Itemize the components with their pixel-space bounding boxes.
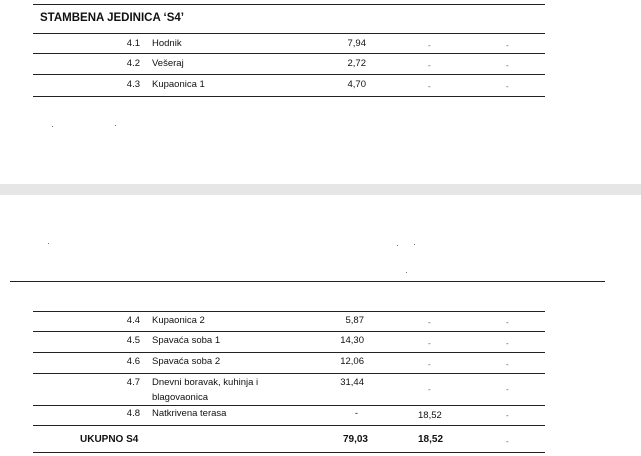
row-rule — [33, 352, 545, 353]
room-name: Vešeraj — [152, 58, 184, 69]
row-rule — [33, 74, 545, 75]
scan-speck — [414, 244, 415, 245]
dash-cell: - — [506, 437, 509, 446]
room-area: 4,70 — [347, 79, 366, 90]
room-area: 12,06 — [340, 356, 364, 367]
room-name-continued: blagovaonica — [152, 392, 208, 403]
room-area: 14,30 — [340, 335, 364, 346]
header-rule — [10, 281, 605, 282]
room-name: Dnevni boravak, kuhinja i — [152, 377, 259, 388]
room-area: 5,87 — [345, 315, 364, 326]
dash-cell: - — [506, 41, 509, 50]
room-name: Kupaonica 1 — [152, 79, 205, 90]
room-name: Spavaća soba 1 — [152, 335, 221, 346]
total-label: UKUPNO S4 — [80, 434, 139, 445]
dash-cell: - — [428, 385, 431, 394]
room-area: 7,94 — [347, 38, 366, 49]
row-number: 4.2 — [126, 58, 140, 69]
scan-speck — [48, 243, 49, 244]
dash-cell: - — [428, 61, 431, 70]
unit-title: STAMBENA JEDINICA ‘S4’ — [40, 12, 184, 24]
row-number: 4.3 — [126, 79, 140, 90]
total-covered-area: 18,52 — [418, 434, 444, 445]
dash-cell: - — [428, 339, 431, 348]
top-rule — [33, 4, 545, 5]
room-area: 31,44 — [340, 377, 364, 388]
row-number: 4.5 — [126, 335, 140, 346]
row-rule — [33, 405, 545, 406]
scan-speck — [115, 125, 116, 126]
total-area: 79,03 — [342, 434, 368, 445]
row-rule — [33, 331, 545, 332]
dash-cell: - — [506, 360, 509, 369]
scan-speck — [52, 126, 53, 127]
dash-cell: - — [506, 411, 509, 420]
row-number: 4.4 — [126, 315, 140, 326]
scan-speck — [406, 272, 407, 273]
dash-cell: - — [428, 82, 431, 91]
dash-cell: - — [428, 318, 431, 327]
dash-cell: - — [506, 385, 509, 394]
header-rule — [33, 33, 545, 34]
row-rule — [33, 96, 545, 97]
room-name: Natkrivena terasa — [152, 408, 227, 419]
row-number: 4.6 — [126, 356, 140, 367]
page-break — [0, 184, 641, 195]
room-area: 2,72 — [347, 58, 366, 69]
dash-cell: - — [506, 82, 509, 91]
row-number: 4.1 — [126, 38, 140, 49]
row-rule — [33, 53, 545, 54]
row-rule — [33, 373, 545, 374]
row-number: 4.8 — [126, 408, 140, 419]
bottom-rule — [33, 452, 545, 453]
room-area: - — [354, 408, 358, 419]
dash-cell: - — [506, 339, 509, 348]
room-name: Spavaća soba 2 — [152, 356, 221, 367]
dash-cell: - — [428, 360, 431, 369]
row-rule — [33, 425, 545, 426]
row-number: 4.7 — [126, 377, 140, 388]
room-name: Hodnik — [152, 38, 182, 49]
dash-cell: - — [506, 318, 509, 327]
table-top-rule — [33, 311, 545, 312]
dash-cell: - — [506, 61, 509, 70]
scan-speck — [397, 245, 398, 246]
covered-area: 18,52 — [418, 410, 442, 421]
dash-cell: - — [428, 41, 431, 50]
room-name: Kupaonica 2 — [152, 315, 205, 326]
